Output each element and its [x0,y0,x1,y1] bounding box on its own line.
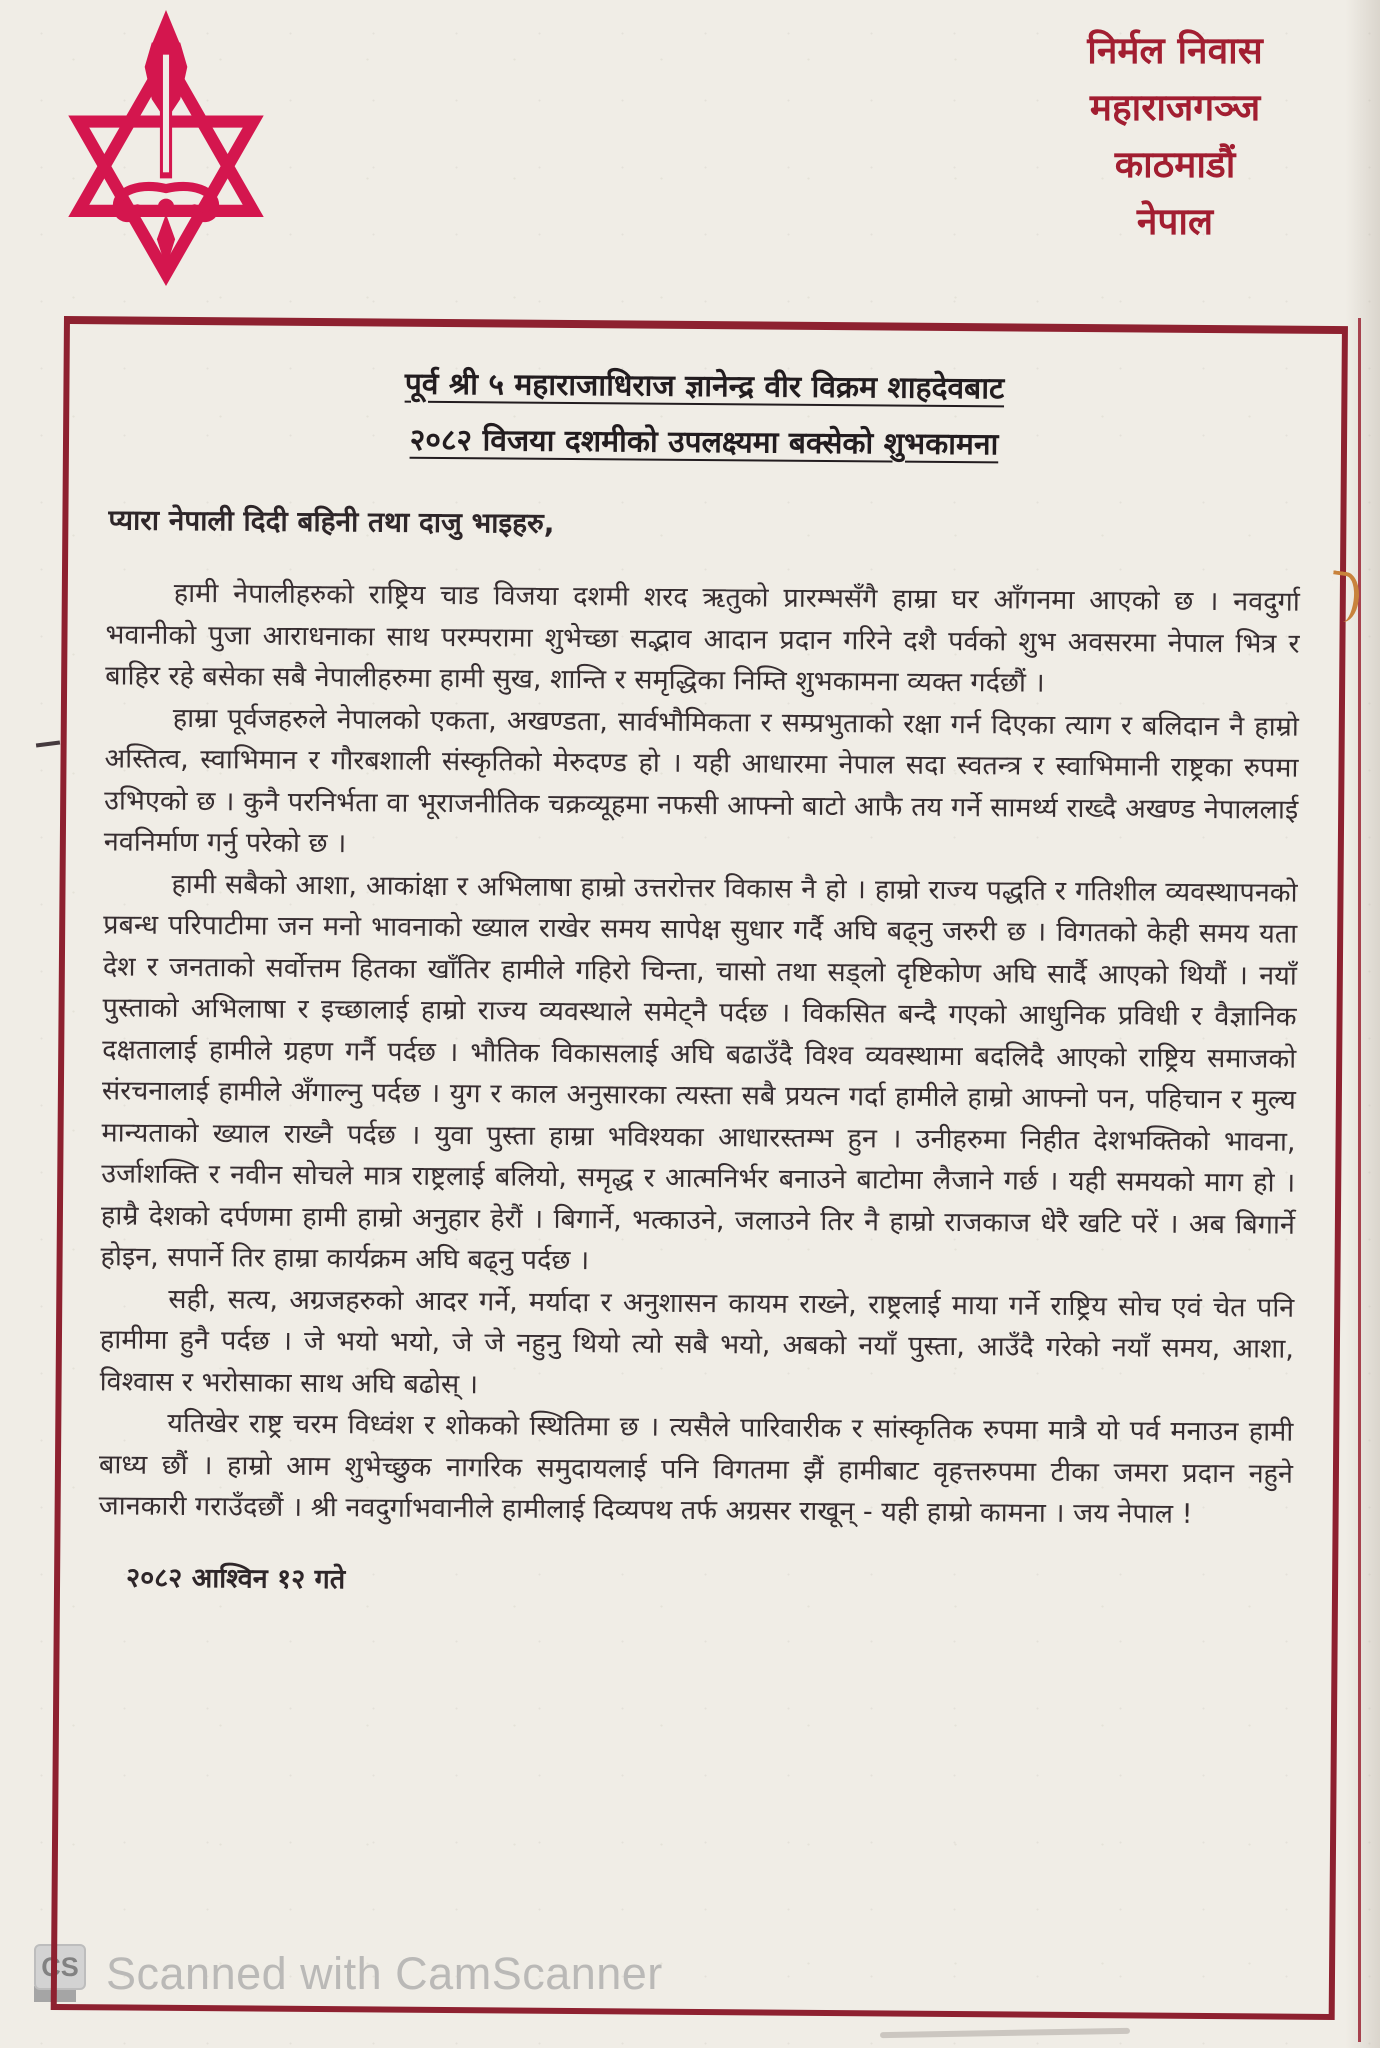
letter-border-frame [51,316,1348,2020]
stray-orange-mark [1327,570,1363,624]
paragraph-1: हामी नेपालीहरुको राष्ट्रिय चाड विजया दशमी शरद ऋतुको प्रारम्भसँगै हाम्रा घर आँगनमा आएको छ । नवदुर्गा भवानीको पुजा आराधनाका साथ परम्परामा शुभेच्छा सद्भाव आदान प्रदान गरिने दशै पर्वको शुभ अवसरमा नेपाल भित्र र बाहिर रहे बसेका सबै नेपालीहरुमा हामी सुख, शान्ति र समृद्धिका निम्ति शुभकामना व्यक्त गर्दछौं । [105,577,1300,699]
paragraph-4: सही, सत्य, अग्रजहरुको आदर गर्ने, मर्यादा र अनुशासन कायम राख्ने, राष्ट्रलाई माया गर्ने राष्ट्रिय सोच एवं चेत पनि हामीमा हुनै पर्दछ । जे भयो भयो, जे जे नहुनु थियो त्यो सबै भयो, अबको नयाँ पुस्ता, आउँदै गरेको नयाँ समय, आशा, विश्वास र भरोसाका साथ अघि बढोस् । [99,1283,1295,1400]
salutation: प्यारा नेपाली दिदी बहिनी तथा दाजु भाइहरु, [108,503,555,540]
date-line: २०८२ आश्विन १२ गते [125,1562,346,1595]
pencil-smudge [880,2028,1130,2038]
royal-star-sword-emblem-icon [64,8,268,292]
letter-title-line-1: पूर्व श्री ५ महाराजाधिराज ज्ञानेन्द्र वीर विक्रम शाहदेवबाट [404,366,1005,407]
letterhead-line-country: नेपाल [1136,200,1214,243]
letterhead-line-residence: निर्मल निवास [1087,29,1263,72]
camscanner-badge-icon: CS [34,1944,86,1990]
paragraph-5: यतिखेर राष्ट्र चरम विध्वंश र शोकको स्थितिमा छ । त्यसैले पारिवारीक र सांस्कृतिक रुपमा मात्रै यो पर्व मनाउन हामी बाध्य छौं । हाम्रो आम शुभेच्छुक नागरिक समुदायलाई पनि विगतमा झैं हामीबाट वृहत्तरुपमा टीका जमरा प्रदान नहुने जानकारी गराउँदछौं । श्री नवदुर्गाभवानीले हामीलाई दिव्यपथ तर्फ अग्रसर राखून् - यही हाम्रो कामना । जय नेपाल ! [98,1407,1294,1530]
letterhead-line-area: महाराजगञ्ज [1089,86,1261,129]
page-edge-line [1358,318,1361,2042]
letter-title-line-2: २०८२ विजया दशमीको उपलक्ष्यमा बक्सेको शुभकामना [409,422,999,463]
paragraph-2: हाम्रा पूर्वजहरुले नेपालको एकता, अखण्डता, सार्वभौमिकता र सम्प्रभुताको रक्षा गर्न दिएका त्याग र बलिदान नै हाम्रो अस्तित्व, स्वाभिमान र गौरबशाली संस्कृतिको मेरुदण्ड हो । यही आधारमा नेपाल सदा स्वतन्त्र र स्वाभिमानी राष्ट्रका रुपमा उभिएको छ । कुनै परनिर्भता वा भूराजनीतिक चक्रव्यूहमा नफसी आफ्नो बाटो आफै तय गर्ने सामर्थ्य राख्दै अखण्ड नेपाललाई नवनिर्माण गर्नु परेको छ । [103,702,1299,860]
camscanner-watermark-text: Scanned with CamScanner [106,1948,663,1999]
letter-title [107,354,1302,475]
stray-pen-dash [36,741,60,748]
letterhead-line-city: काठमाडौं [1114,143,1236,186]
letterhead [1010,22,1340,250]
paragraph-3: हामी सबैको आशा, आकांक्षा र अभिलाषा हाम्रो उत्तरोत्तर विकास नै हो । हाम्रो राज्य पद्धति र गतिशील व्यवस्थापनको प्रबन्ध परिपाटीमा जन मनो भावनाको ख्याल राखेर समय सापेक्ष सुधार गर्दै अघि बढ्नु जरुरी छ । विगतको केही समय यता देश र जनताको सर्वोत्तम हितका खाँतिर हामीले गहिरो चिन्ता, चासो तथा सड्लो दृष्टिकोण अघि सार्दै आएको थियौं । नयाँ पुस्ताको अभिलाषा र इच्छालाई हाम्रो राज्य व्यवस्थाले समेट्नै पर्दछ । विकसित बन्दै गएको आधुनिक प्रविधी र वैज्ञानिक दक्षतालाई हामीले ग्रहण गर्नै पर्दछ । भौतिक विकासलाई अघि बढाउँदै विश्व व्यवस्थामा बदलिदै आएको राष्ट्रिय समाजको संरचनालाई हामीले अँगाल्नु पर्दछ । युग र काल अनुसारका त्यस्ता सबै प्रयत्न गर्दा हामीले हाम्रो आफ्नो पन, पहिचान र मुल्य मान्यताको ख्याल राख्नै पर्दछ । युवा पुस्ता हाम्रा भविश्यका आधारस्तम्भ हुन । उनीहरुमा निहीत देशभक्तिको भावना, उर्जाशक्ति र नवीन सोचले मात्र राष्ट्रलाई बलियो, समृद्ध र आत्मनिर्भर बनाउने बाटोमा लैजाने गर्छ । यही समयको माग हो । हाम्रै देशको दर्पणमा हामी हाम्रो अनुहार हेरौं । बिगार्ने, भत्काउने, जलाउने तिर नै हाम्रो राजकाज धेरै खटि परें । अब बिगार्ने होइन, सपार्ने तिर हाम्रा कार्यक्रम अघि बढ्नु पर्दछ । [100,868,1298,1277]
